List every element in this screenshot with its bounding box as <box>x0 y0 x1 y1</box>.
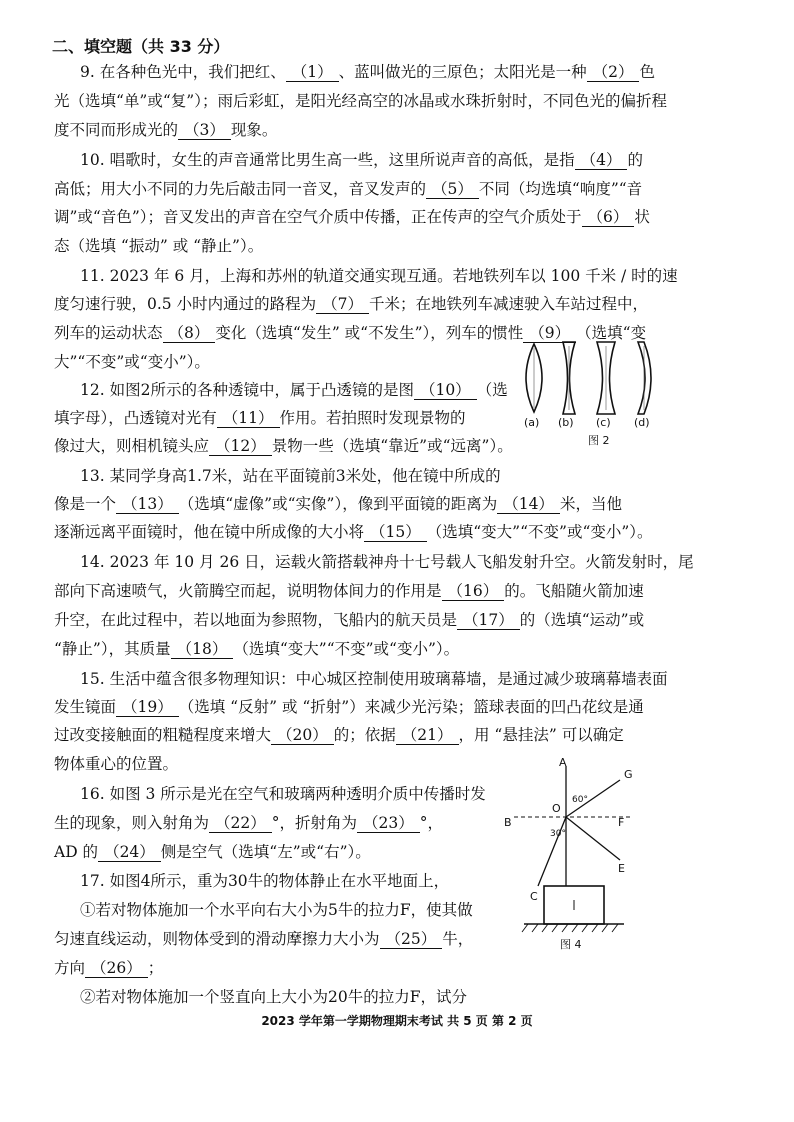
q14-line-3 <box>54 610 644 630</box>
blank-25[interactable]: （25） <box>380 930 443 949</box>
blank-23[interactable]: （23） <box>357 814 420 833</box>
q13-text: （选填“虚像”或“实像”），像到平面镜的距离为 <box>178 495 498 513</box>
blank-26[interactable]: （26） <box>85 959 148 978</box>
section-title: 二、填空题（共 33 分） <box>52 37 230 56</box>
q14-line-2 <box>54 581 644 601</box>
blank-9[interactable]: （9） <box>523 324 576 343</box>
blank-20[interactable]: （20） <box>271 726 334 745</box>
q12-line-1 <box>80 380 508 400</box>
q15-line-3 <box>54 725 624 745</box>
figure-2-lenses <box>520 340 670 450</box>
q9-text: 度不同而形成光的 <box>54 121 179 139</box>
q17-text: 方向 <box>54 959 86 977</box>
q11-text: 千米；在地铁列车减速驶入车站过程中， <box>368 295 648 313</box>
q15-line-2 <box>54 697 644 717</box>
blank-18[interactable]: （18） <box>171 640 234 659</box>
q11-text: （选填“变 <box>576 324 647 342</box>
blank-11[interactable]: （11） <box>217 409 280 428</box>
lens-d-meniscus <box>638 342 651 414</box>
blank-13[interactable]: （13） <box>116 495 179 514</box>
q15-line-4: 物体重心的位置。 <box>54 755 179 773</box>
blank-7[interactable]: （7） <box>316 295 369 314</box>
q13-text: （选填“变大”“不变”或“变小”）。 <box>426 523 653 541</box>
q9-line-1 <box>80 62 655 82</box>
blank-22[interactable]: （22） <box>209 814 272 833</box>
q10-text: 的 <box>627 151 643 169</box>
ray-oe <box>566 817 620 860</box>
fig2-label-b: (b) <box>558 416 574 429</box>
label-c: C <box>530 890 538 903</box>
q16-text: 生的现象，则入射角为 <box>54 814 210 832</box>
q17-text: 匀速直线运动，则物体受到的滑动摩擦力大小为 <box>54 930 380 948</box>
q10-text: 10. 唱歌时，女生的声音通常比男生高一些，这里所说声音的高低，是指 <box>80 151 575 169</box>
q13-line-1: 13. 某同学身高1.7米，站在平面镜前3米处，他在镜中所成的 <box>80 467 501 485</box>
angle-30: 30° <box>550 829 566 839</box>
q16-text: °， <box>419 814 444 832</box>
q12-line-2 <box>54 408 466 428</box>
q10-text: 调”或“音色”）；音叉发出的声音在空气介质中传播，正在传声的空气介质处于 <box>54 208 582 226</box>
q12-text: 景物一些（选填“靠近”或“远离”）。 <box>271 437 513 455</box>
blank-15[interactable]: （15） <box>364 523 427 542</box>
q14-text: （选填“变大”“不变”或“变小”）。 <box>233 640 460 658</box>
q17-line-5: ②若对物体施加一个竖直向上大小为20牛的拉力F，试分 <box>80 988 467 1006</box>
blank-10[interactable]: （10） <box>414 381 477 400</box>
q10-line-1 <box>80 150 643 170</box>
q9-line-2: 光（选填“单”或“复”）；雨后彩虹，是阳光经高空的冰晶或水珠折射时，不同色光的偏折程 <box>54 92 667 110</box>
q13-text: 米，当他 <box>559 495 622 513</box>
q17-line-4 <box>54 958 163 978</box>
q17-text: 牛， <box>442 930 474 948</box>
ground-hatching <box>522 924 618 932</box>
q12-line-3 <box>54 436 513 456</box>
q11-line-1: 11. 2023 年 6 月，上海和苏州的轨道交通实现互通。若地铁列车以 100 千米 / 时的速 <box>80 267 678 285</box>
q16-text: °，折射角为 <box>271 814 358 832</box>
q9-line-3 <box>54 120 277 140</box>
q17-line-2: ①若对物体施加一个水平向右大小为5牛的拉力F，使其做 <box>80 901 473 919</box>
label-f: F <box>618 816 625 829</box>
blank-16[interactable]: （16） <box>442 582 505 601</box>
blank-5[interactable]: （5） <box>426 180 479 199</box>
q13-line-3 <box>54 522 653 542</box>
blank-8[interactable]: （8） <box>163 324 216 343</box>
label-o: O <box>552 802 561 815</box>
q14-text: 的（选填“运动”或 <box>519 611 645 629</box>
q10-line-4: 态（选填 “振动” 或 “静止”）。 <box>54 237 264 255</box>
q12-text: （选 <box>476 381 508 399</box>
q16-line-2 <box>54 813 443 833</box>
q12-text: 填字母），凸透镜对光有 <box>54 409 217 427</box>
q12-text: 作用。若拍照时发现景物的 <box>279 409 466 427</box>
q15-text: 的；依据 <box>333 726 396 744</box>
q9-text: 、蓝叫做光的三原色；太阳光是一种 <box>338 63 587 81</box>
q16-text: AD 的 <box>54 843 99 861</box>
q16-line-1: 16. 如图 3 所示是光在空气和玻璃两种透明介质中传播时发 <box>80 785 486 803</box>
page-footer: 2023 学年第一学期物理期末考试 共 5 页 第 2 页 <box>261 1014 533 1028</box>
angle-60: 60° <box>572 795 588 805</box>
q10-text: 高低；用大小不同的力先后敲击同一音叉，音叉发声的 <box>54 180 427 198</box>
blank-21[interactable]: （21） <box>396 726 459 745</box>
fig2-label-d: (d) <box>634 416 650 429</box>
q9-text: 现象。 <box>230 121 278 139</box>
q14-text: “静止”），其质量 <box>54 640 171 658</box>
blank-12[interactable]: （12） <box>209 437 272 456</box>
q15-line-1: 15. 生活中蕴含很多物理知识：中心城区控制使用玻璃幕墙，是通过减少玻璃幕墙表面 <box>80 670 668 688</box>
q15-text: （选填 “反射” 或 “折射”）来减少光污染；篮球表面的凹凸花纹是通 <box>178 698 644 716</box>
label-g: G <box>624 768 633 781</box>
fig4-caption: 图 4 <box>560 938 582 951</box>
q15-text: 过改变接触面的粗糙程度来增大 <box>54 726 272 744</box>
q10-text: 状 <box>634 208 650 226</box>
blank-2[interactable]: （2） <box>587 63 640 82</box>
q17-line-3 <box>54 929 473 949</box>
fig2-caption: 图 2 <box>588 434 610 447</box>
q16-text: 侧是空气（选填“左”或“右”）。 <box>160 843 371 861</box>
q13-line-2 <box>54 494 622 514</box>
q11-text: 度匀速行驶，0.5 小时内通过的路程为 <box>54 295 317 313</box>
q13-text: 逐渐远离平面镜时，他在镜中所成像的大小将 <box>54 523 365 541</box>
blank-14[interactable]: （14） <box>497 495 560 514</box>
label-e: E <box>618 862 625 875</box>
q11-line-4: 大”“不变”或“变小”）。 <box>54 353 210 371</box>
q17-line-1: 17. 如图4所示，重为30牛的物体静止在水平地面上， <box>80 872 450 890</box>
fig2-label-a: (a) <box>524 416 540 429</box>
q15-text: ，用 “悬挂法” 可以确定 <box>458 726 624 744</box>
q16-line-3 <box>54 842 371 862</box>
blank-6[interactable]: （6） <box>582 208 635 227</box>
q11-text: 列车的运动状态 <box>54 324 163 342</box>
label-a: A <box>559 756 567 769</box>
q12-text: 像过大，则相机镜头应 <box>54 437 210 455</box>
q14-text: 部向下高速喷气，火箭腾空而起，说明物体间力的作用是 <box>54 582 442 600</box>
blank-3[interactable]: （3） <box>178 121 231 140</box>
q11-text: 变化（选填“发生” 或“不发生”），列车的惯性 <box>215 324 524 342</box>
q14-text: 升空，在此过程中，若以地面为参照物，飞船内的航天员是 <box>54 611 458 629</box>
q14-line-1: 14. 2023 年 10 月 26 日，运载火箭搭载神舟十七号载人飞船发射升空。火箭发射时，尾 <box>80 553 694 571</box>
blank-17[interactable]: （17） <box>457 611 520 630</box>
q10-line-2 <box>54 179 642 199</box>
q14-text: 的。飞船随火箭加速 <box>504 582 644 600</box>
label-b: B <box>504 816 512 829</box>
blank-19[interactable]: （19） <box>116 698 179 717</box>
q9-text: 色 <box>639 63 655 81</box>
q10-text: 不同（均选填“响度”“音 <box>478 180 643 198</box>
q10-line-3 <box>54 207 650 227</box>
blank-4[interactable]: （4） <box>575 151 628 170</box>
blank-24[interactable]: （24） <box>98 843 161 862</box>
fig2-label-c: (c) <box>596 416 611 429</box>
q13-text: 像是一个 <box>54 495 117 513</box>
figure-4-block <box>520 876 630 986</box>
q15-text: 发生镜面 <box>54 698 117 716</box>
q14-line-4 <box>54 639 459 659</box>
q12-text: 12. 如图2所示的各种透镜中，属于凸透镜的是图 <box>80 381 414 399</box>
q17-text: ； <box>147 959 164 977</box>
q11-line-2 <box>54 294 648 314</box>
blank-1[interactable]: （1） <box>286 63 339 82</box>
q9-text: 9. 在各种色光中，我们把红、 <box>80 63 286 81</box>
